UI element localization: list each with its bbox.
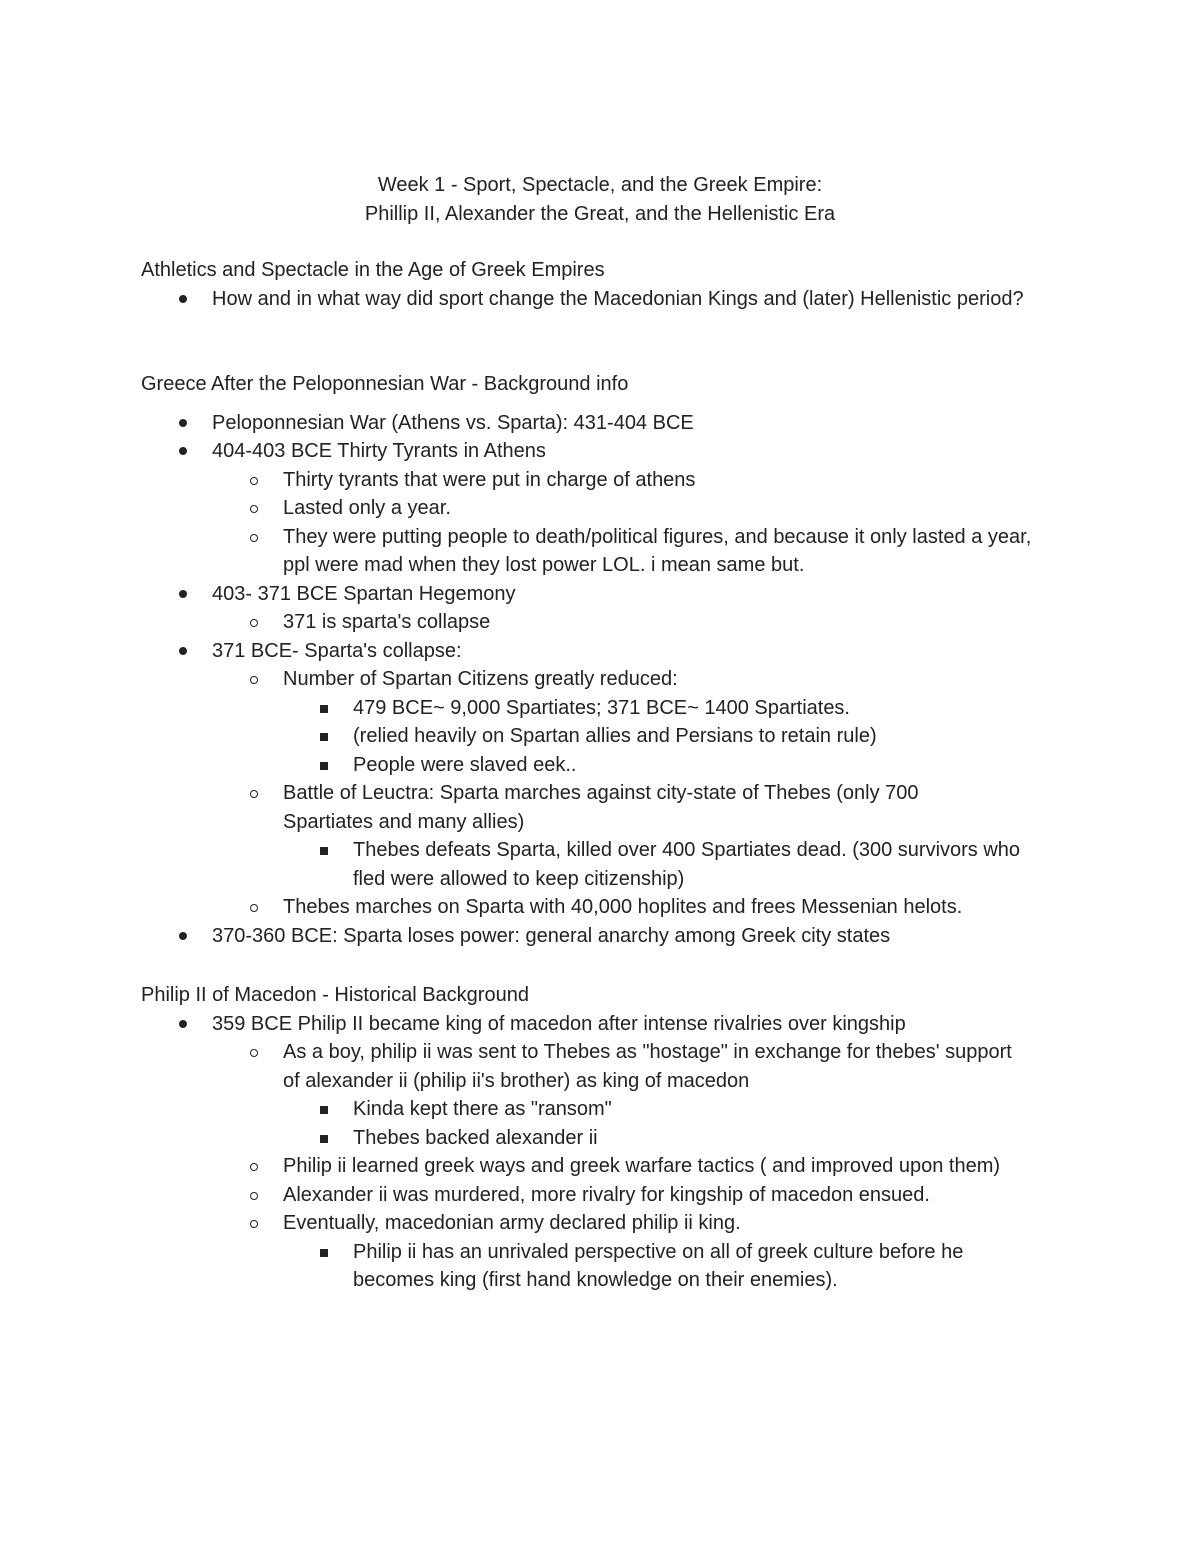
list-item: 479 BCE~ 9,000 Spartiates; 371 BCE~ 1400 Spartiates. bbox=[141, 694, 1081, 723]
hollow-circle-bullet-icon bbox=[244, 1152, 264, 1183]
bullet-list bbox=[141, 285, 1081, 314]
section-heading: Athletics and Spectacle in the Age of Greek Empires bbox=[141, 259, 605, 281]
filled-dot-bullet-icon bbox=[173, 437, 193, 466]
section-heading: Greece After the Peloponnesian War - Background info bbox=[141, 373, 629, 395]
list-item: Thebes defeats Sparta, killed over 400 Spartiates dead. (300 survivors who fled were allowed to keep citizenship) bbox=[141, 836, 1081, 893]
list-item: They were putting people to death/political figures, and because it only lasted a year, ppl were mad when they lost power LOL. i mean same but. bbox=[141, 523, 1081, 580]
list-item: How and in what way did sport change the Macedonian Kings and (later) Hellenistic period? bbox=[141, 285, 1081, 314]
hollow-circle-bullet-icon bbox=[244, 1038, 264, 1069]
hollow-circle-bullet-icon bbox=[244, 893, 264, 924]
list-item: As a boy, philip ii was sent to Thebes as "hostage" in exchange for thebes' support of alexander ii (philip ii's brother) as king of macedon bbox=[141, 1038, 1081, 1095]
square-bullet-icon bbox=[314, 722, 334, 752]
list-item: 371 BCE- Sparta's collapse: bbox=[141, 637, 1081, 666]
list-item: Lasted only a year. bbox=[141, 494, 1081, 523]
list-item: 403- 371 BCE Spartan Hegemony bbox=[141, 580, 1081, 609]
square-bullet-icon bbox=[314, 836, 334, 866]
square-bullet-icon bbox=[314, 751, 334, 781]
filled-dot-bullet-icon bbox=[173, 285, 193, 314]
list-item: Battle of Leuctra: Sparta marches against city-state of Thebes (only 700 Spartiates and many allies) bbox=[141, 779, 1081, 836]
section-philip bbox=[141, 981, 1081, 1295]
list-item: 404-403 BCE Thirty Tyrants in Athens bbox=[141, 437, 1081, 466]
section-athletics bbox=[141, 256, 1081, 313]
list-item: Philip ii learned greek ways and greek warfare tactics ( and improved upon them) bbox=[141, 1152, 1081, 1181]
list-item: Thebes marches on Sparta with 40,000 hoplites and frees Messenian helots. bbox=[141, 893, 1081, 922]
list-item: Eventually, macedonian army declared philip ii king. bbox=[141, 1209, 1081, 1238]
title-line-2: Phillip II, Alexander the Great, and the Hellenistic Era bbox=[364, 202, 836, 225]
square-bullet-icon bbox=[314, 1238, 334, 1268]
hollow-circle-bullet-icon bbox=[244, 665, 264, 696]
title-line-1: Week 1 - Sport, Spectacle, and the Greek Empire: bbox=[377, 174, 823, 196]
bullet-list bbox=[141, 1010, 1081, 1295]
list-item: Number of Spartan Citizens greatly reduced: bbox=[141, 665, 1081, 694]
list-item: Alexander ii was murdered, more rivalry for kingship of macedon ensued. bbox=[141, 1181, 1081, 1210]
hollow-circle-bullet-icon bbox=[244, 608, 264, 639]
filled-dot-bullet-icon bbox=[173, 1010, 193, 1039]
hollow-circle-bullet-icon bbox=[244, 1209, 264, 1240]
filled-dot-bullet-icon bbox=[173, 409, 193, 438]
square-bullet-icon bbox=[314, 1124, 334, 1154]
section-peloponnesian bbox=[141, 370, 1081, 950]
list-item: People were slaved eek.. bbox=[141, 751, 1081, 780]
filled-dot-bullet-icon bbox=[173, 580, 193, 609]
hollow-circle-bullet-icon bbox=[244, 779, 264, 810]
hollow-circle-bullet-icon bbox=[244, 523, 264, 554]
square-bullet-icon bbox=[314, 694, 334, 724]
filled-dot-bullet-icon bbox=[173, 922, 193, 951]
list-item: Peloponnesian War (Athens vs. Sparta): 431-404 BCE bbox=[141, 409, 1081, 438]
list-item: Thirty tyrants that were put in charge of athens bbox=[141, 466, 1081, 495]
section-heading: Philip II of Macedon - Historical Background bbox=[141, 984, 529, 1006]
hollow-circle-bullet-icon bbox=[244, 1181, 264, 1212]
list-item: Thebes backed alexander ii bbox=[141, 1124, 1081, 1153]
list-item: 370-360 BCE: Sparta loses power: general anarchy among Greek city states bbox=[141, 922, 1081, 951]
list-item: Kinda kept there as "ransom" bbox=[141, 1095, 1081, 1124]
document-title bbox=[0, 171, 1200, 228]
hollow-circle-bullet-icon bbox=[244, 466, 264, 497]
square-bullet-icon bbox=[314, 1095, 334, 1125]
hollow-circle-bullet-icon bbox=[244, 494, 264, 525]
list-item: (relied heavily on Spartan allies and Persians to retain rule) bbox=[141, 722, 1081, 751]
bullet-list bbox=[141, 409, 1081, 951]
list-item: Philip ii has an unrivaled perspective on all of greek culture before he becomes king (first hand knowledge on their enemies). bbox=[141, 1238, 1081, 1295]
list-item: 371 is sparta's collapse bbox=[141, 608, 1081, 637]
filled-dot-bullet-icon bbox=[173, 637, 193, 666]
list-item: 359 BCE Philip II became king of macedon after intense rivalries over kingship bbox=[141, 1010, 1081, 1039]
